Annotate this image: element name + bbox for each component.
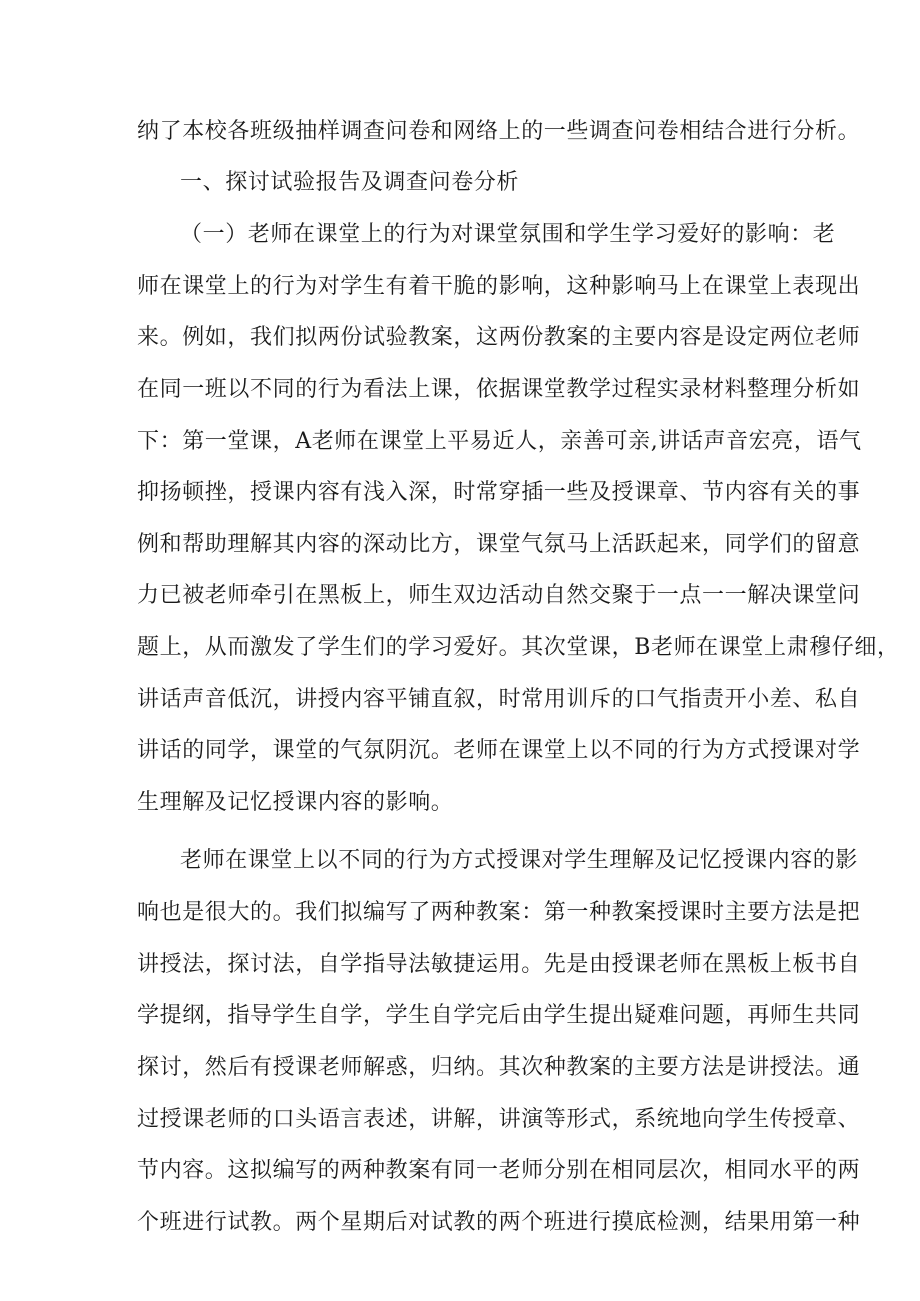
- body-text-line: 个班进行试教。两个星期后对试教的两个班进行摸底检测，结果用第一种: [137, 1210, 861, 1235]
- body-text-line: 节内容。这拟编写的两种教案有同一老师分别在相同层次，相同水平的两: [137, 1158, 861, 1183]
- body-text-line: 学提纲，指导学生自学，学生自学完后由学生提出疑难问题，再师生共同: [137, 1003, 861, 1028]
- body-text-line: 题上，从而激发了学生们的学习爱好。其次堂课，B老师在课堂上肃穆仔细，: [137, 635, 900, 660]
- body-text-line: 讲话的同学，课堂的气氛阴沉。老师在课堂上以不同的行为方式授课对学: [137, 738, 861, 763]
- body-text-line: 纳了本校各班级抽样调查问卷和网络上的一些调查问卷相结合进行分析。: [137, 119, 861, 144]
- body-text-line: 生理解及记忆授课内容的影响。: [137, 790, 454, 815]
- body-text-line: 响也是很大的。我们拟编写了两种教案：第一种教案授课时主要方法是把: [137, 900, 861, 925]
- body-text-line: 探讨，然后有授课老师解惑，归纳。其次种教案的主要方法是讲授法。通: [137, 1055, 861, 1080]
- body-text-line: 师在课堂上的行为对学生有着干脆的影响，这种影响马上在课堂上表现出: [137, 274, 861, 299]
- body-text-line: 力已被老师牵引在黑板上，师生双边活动自然交聚于一点一一解决课堂问: [137, 583, 861, 608]
- body-text-line: 抑扬顿挫，授课内容有浅入深，时常穿插一些及授课章、节内容有关的事: [137, 480, 861, 505]
- body-text-line: 例和帮助理解其内容的深动比方，课堂气氛马上活跃起来，同学们的留意: [137, 532, 861, 557]
- body-text-line: 下：第一堂课，A老师在课堂上平易近人，亲善可亲,讲话声音宏亮，语气: [137, 429, 862, 454]
- body-text-line: 过授课老师的口头语言表述，讲解，讲演等形式，系统地向学生传授章、: [137, 1107, 861, 1132]
- section-heading: 一、探讨试验报告及调查问卷分析: [180, 170, 520, 195]
- subsection-heading: （一）老师在课堂上的行为对课堂氛围和学生学习爱好的影响：老: [180, 222, 836, 247]
- paragraph-first-line: 老师在课堂上以不同的行为方式授课对学生理解及记忆授课内容的影: [180, 848, 859, 873]
- body-text-line: 在同一班以不同的行为看法上课，依据课堂教学过程实录材料整理分析如: [137, 377, 861, 402]
- body-text-line: 来。例如，我们拟两份试验教案，这两份教案的主要内容是设定两位老师: [137, 325, 861, 350]
- body-text-line: 讲话声音低沉，讲授内容平铺直叙，时常用训斥的口气指责开小差、私自: [137, 687, 861, 712]
- body-text-line: 讲授法，探讨法，自学指导法敏捷运用。先是由授课老师在黑板上板书自: [137, 952, 861, 977]
